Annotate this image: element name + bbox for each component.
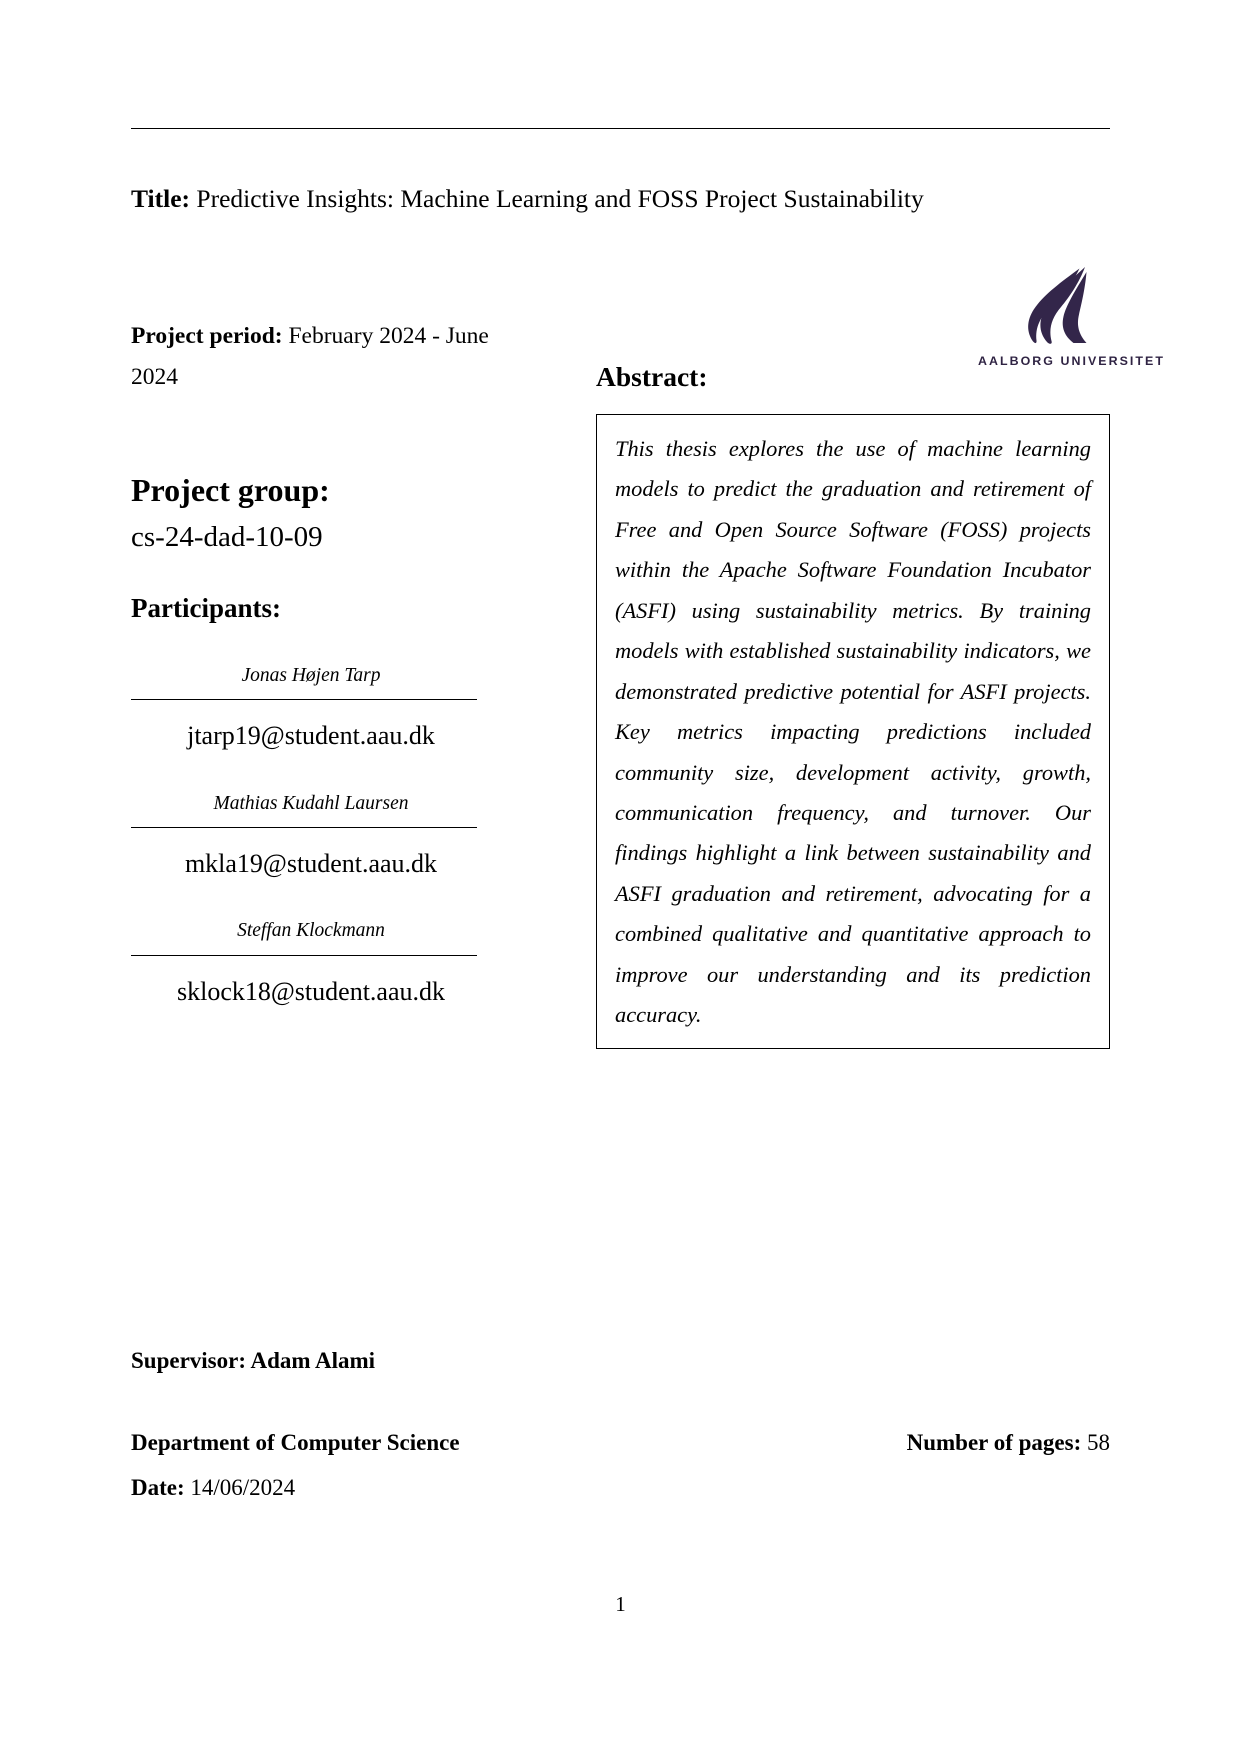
project-period-value: February 2024 - June 2024 bbox=[131, 323, 489, 391]
participant-name: Jonas Højen Tarp bbox=[241, 665, 381, 687]
date-label: Date: bbox=[131, 1475, 185, 1500]
participant-email: jtarp19@student.aau.dk bbox=[187, 721, 435, 751]
header-divider bbox=[131, 128, 1110, 129]
participant-entry bbox=[131, 664, 491, 752]
pages-label: Number of pages: bbox=[906, 1430, 1082, 1455]
project-group-id: cs-24-dad-10-09 bbox=[131, 521, 323, 554]
abstract-text: This thesis explores the use of machine learning models to predict the graduation and retirement of Free and Open Source Software (FOSS) projects within the Apache Software Foundation Incubator (ASFI) using sustainability metrics. By training models with established sustainability indicators, we demonstrated predictive potential for ASFI projects. Key metrics impacting predictions included community size, development activity, growth, communication frequency, and turnover. Our findings highlight a link between sustainability and ASFI graduation and retirement, advocating for a combined qualitative and quantitative approach to improve our understanding and its prediction accuracy. bbox=[615, 436, 1091, 1028]
participant-entry bbox=[131, 919, 491, 1007]
signature-rule bbox=[131, 699, 477, 700]
number-of-pages bbox=[907, 1430, 1110, 1456]
participant-name: Steffan Klockmann bbox=[237, 920, 385, 942]
document-title bbox=[131, 182, 1111, 215]
aau-wordmark: AALBORG UNIVERSITET bbox=[978, 354, 1165, 368]
aau-logo bbox=[978, 266, 1165, 368]
project-period-label: Project period: bbox=[131, 323, 283, 349]
abstract-heading: Abstract: bbox=[596, 361, 708, 392]
aau-flame-icon bbox=[1001, 266, 1087, 344]
supervisor-line: Supervisor: Adam Alami bbox=[131, 1348, 376, 1373]
participant-email: mkla19@student.aau.dk bbox=[184, 849, 438, 879]
abstract-box bbox=[596, 414, 1110, 1049]
participant-entry bbox=[131, 792, 491, 880]
pages-value: 58 bbox=[1087, 1430, 1110, 1455]
page-number: 1 bbox=[615, 1592, 626, 1616]
participant-email: sklock18@student.aau.dk bbox=[176, 976, 445, 1006]
project-info-column bbox=[131, 316, 491, 1007]
signature-rule bbox=[131, 955, 477, 956]
date-value: 14/06/2024 bbox=[190, 1475, 296, 1500]
participants-heading: Participants: bbox=[131, 593, 281, 624]
signature-rule bbox=[131, 827, 477, 828]
project-period bbox=[131, 316, 491, 398]
date-line bbox=[131, 1475, 295, 1501]
participant-name: Mathias Kudahl Laursen bbox=[213, 792, 409, 814]
department-line: Department of Computer Science bbox=[131, 1430, 460, 1455]
title-value: Predictive Insights: Machine Learning and FOSS Project Sustainability bbox=[196, 184, 924, 213]
title-label: Title: bbox=[131, 184, 191, 213]
project-group-heading: Project group: bbox=[131, 472, 330, 509]
